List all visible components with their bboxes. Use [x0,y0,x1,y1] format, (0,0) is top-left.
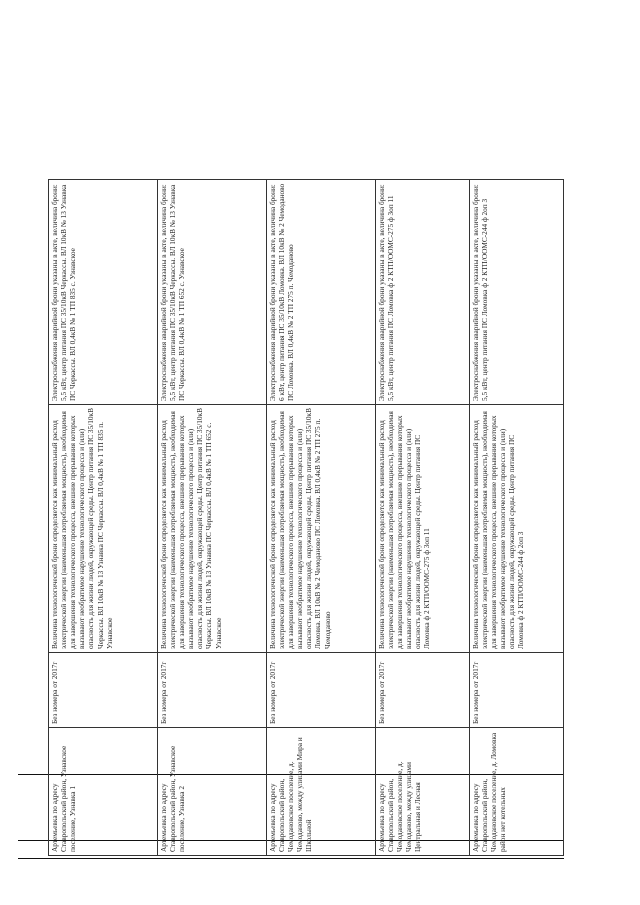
address-cell: Артемьевка по адресу Ставропольский район, Чемодановское поселение, д. Чемоданово, между улицами Мира и Школьной [266,728,375,856]
act-number-cell: Без номера от 2017г [375,653,469,728]
act-number-cell: Без номера от 2017г [266,653,375,728]
emergency-reserve-table [48,179,564,856]
reason-cell: Величина технологической брони определяется как минимальный расход электрической энергии (наименьшая потребляемая мощность), необходимая для завершения технологического процесса, внешние прерывания которых вызывают необратимое нарушение технологического процесса и (или) опасность для жизни людей, окружающей среды. Центр питания ПС Ломовка ф 2 КТП/ООМС-244 ф 2оп 3 [469,405,563,653]
address-cell: Артемьевка по адресу Ставропольский район, Чемодановское поселение, д. Ломовка район нет котельных [469,728,563,856]
address-cell: Артемьевка по адресу Ставропольский район, Узнавское поселение, Узнавка 1 [49,728,158,856]
address-cell: Артемьевка по адресу Ставропольский район, Чемодановское поселение, д. Чемоданово, между улицами Центральная и Лесная [375,728,469,856]
note-cell: Электроснабжения аварийной брони указаны в акте, величина брони: 5,5 кВт, центр питания ПС 35/10кВ Черкассы. ВЛ 10кВ № 13 Узнавка ПС Черкассы. ВЛ 0,4кВ № 1 ТП 652 с. Узнавское [157,180,266,405]
act-number-cell: Без номера от 2017г [49,653,158,728]
table-row [157,180,266,856]
reason-cell: Величина технологической брони определяется как минимальный расход электрической энергии (наименьшая потребляемая мощность), необходимая для завершения технологического процесса, внешние прерывания которых вызывают необратимое нарушение технологического процесса и (или) опасность для жизни людей, окружающей среды. Центр питания ПС 35/10кВ Черкассы. ВЛ 10кВ № 13 Узнавка ПС Черкассы. ВЛ 0,4кВ № 1 ТП 835 п. Узнавское [49,405,158,653]
act-number-cell: Без номера от 2017г [157,653,266,728]
act-number-cell: Без номера от 2017г [469,653,563,728]
table-row [469,180,563,856]
table-row [49,180,158,856]
note-cell: Электроснабжения аварийной брони указаны в акте, величина брони: 6 кВт, центр питания ПС 35/10кВ Ломовка. ВЛ 10кВ № 2 Чемоданово ПС Ломовка. ВЛ 0,4кВ № 2 ТП 275 п. Чемоданово [266,180,375,405]
reason-cell: Величина технологической брони определяется как минимальный расход электрической энергии (наименьшая потребляемая мощность), необходимая для завершения технологического процесса, внешние прерывания которых вызывают необратимое нарушение технологического процесса и (или) опасность для жизни людей, окружающей среды. Центр питания ПС 35/10кВ Ломовка. ВЛ 10кВ № 2 Чемоданово ПС Ломовка. ВЛ 0,4кВ № 2 ТП 275 п. Чемоданово [266,405,375,653]
table-row [375,180,469,856]
reason-cell: Величина технологической брони определяется как минимальный расход электрической энергии (наименьшая потребляемая мощность), необходимая для завершения технологического процесса, внешние прерывания которых вызывают необратимое нарушение технологического процесса и (или) опасность для жизни людей, окружающей среды. Центр питания ПС Ломовка ф 2 КТП/ООМС-275 ф 3оп 11 [375,405,469,653]
rule-line-bottom [18,858,564,859]
note-cell: Электроснабжения аварийной брони указаны в акте, величина брони: 5,5 кВт, центр питания ПС Ломовка ф 2 КТП/ООМС-244 ф 2оп 3 [469,180,563,405]
note-cell: Электроснабжения аварийной брони указаны в акте, величина брони: 5,5 кВт, центр питания ПС 35/10кВ Черкассы. ВЛ 10кВ № 13 Узнавка ПС Черкассы. ВЛ 0,4кВ № 1 ТП 835 с. Узнавское [49,180,158,405]
note-cell: Электроснабжения аварийной брони указаны в акте, величина брони: 5,5 кВт, центр питания ПС Ломовка ф 2 КТП/ООМС-275 ф 3оп 11 [375,180,469,405]
rotated-table-container [48,180,564,856]
address-cell: Артемьевка по адресу Ставропольский район, Узнавское поселение, Узнавка 2 [157,728,266,856]
reason-cell: Величина технологической брони определяется как минимальный расход электрической энергии (наименьшая потребляемая мощность), необходимая для завершения технологического процесса, внешние прерывания которых вызывают необратимое нарушение технологического процесса и (или) опасность для жизни людей, окружающей среды. Центр питания ПС 35/10кВ Черкассы. ВЛ 10кВ № 13 Узнавка ПС Черкассы. ВЛ 0,4кВ № 1 ТП 652 с. Узнавское [157,405,266,653]
table-row [266,180,375,856]
